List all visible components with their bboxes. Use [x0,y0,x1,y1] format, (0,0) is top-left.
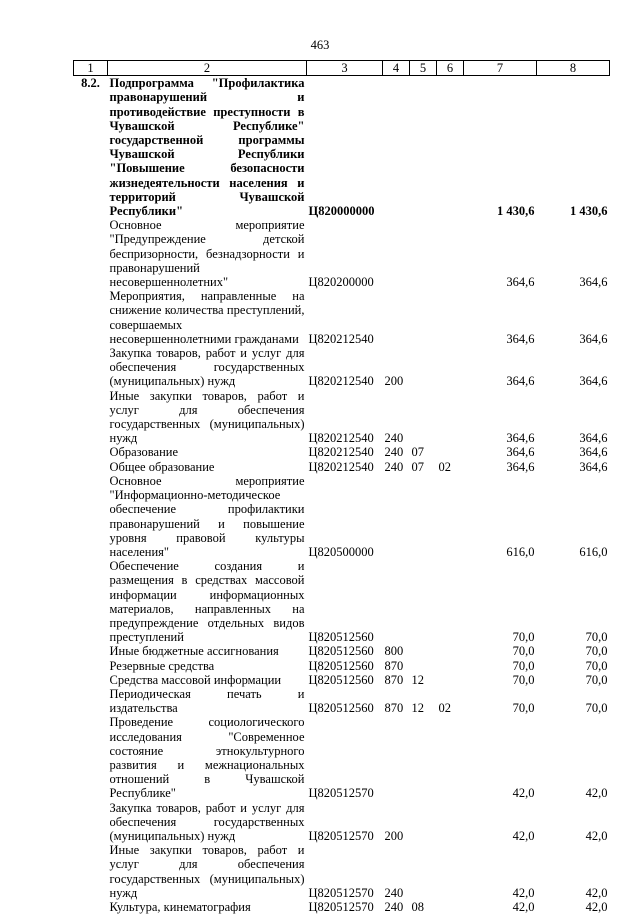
target-article-code: Ц820212540 [307,289,383,346]
item-name: Закупка товаров, работ и услуг для обеспечения государственных (муниципальных) нужд [108,346,307,389]
item-name: Культура, кинематография [108,900,307,914]
section-code [410,715,437,800]
amount-col-8: 70,0 [537,687,610,715]
amount-col-8: 364,6 [537,346,610,389]
amount-col-7: 1 430,6 [464,76,537,219]
section-code [410,76,437,219]
table-row [74,346,610,389]
item-name: Проведение социологического исследования "Современное состояние этнокультурного развития и межнациональных отношений в Чувашской Республике" [108,715,307,800]
amount-col-7: 70,0 [464,659,537,673]
table-row [74,715,610,800]
expense-type-code: 240 [383,460,410,474]
section-code: 08 [410,900,437,914]
expense-type-code: 870 [383,659,410,673]
amount-col-7: 364,6 [464,460,537,474]
section-code [410,659,437,673]
section-code: 07 [410,460,437,474]
section-code [410,474,437,559]
expense-type-code [383,559,410,644]
item-name: Закупка товаров, работ и услуг для обеспечения государственных (муниципальных) нужд [108,801,307,844]
target-article-code: Ц820512560 [307,644,383,658]
section-code [410,218,437,289]
amount-col-8: 364,6 [537,460,610,474]
table-row [74,76,610,219]
amount-col-8: 70,0 [537,659,610,673]
expense-type-code: 240 [383,389,410,446]
target-article-code: Ц820512570 [307,801,383,844]
amount-col-7: 70,0 [464,644,537,658]
subsection-code [437,445,464,459]
section-code: 12 [410,673,437,687]
expense-type-code [383,474,410,559]
amount-col-8: 42,0 [537,843,610,900]
target-article-code: Ц820512560 [307,659,383,673]
target-article-code: Ц820512560 [307,559,383,644]
table-row [74,559,610,644]
item-number: 8.2. [74,76,108,219]
item-number [74,559,108,644]
expense-type-code: 200 [383,801,410,844]
amount-col-7: 42,0 [464,843,537,900]
subsection-code [437,474,464,559]
amount-col-7: 364,6 [464,218,537,289]
amount-col-8: 70,0 [537,673,610,687]
amount-col-7: 364,6 [464,289,537,346]
subsection-code [437,644,464,658]
column-number: 1 [74,61,108,76]
amount-col-7: 364,6 [464,445,537,459]
item-number [74,346,108,389]
item-number [74,644,108,658]
item-number [74,389,108,446]
amount-col-7: 364,6 [464,346,537,389]
item-name: Мероприятия, направленные на снижение количества преступлений, совершаемых несовершеннолетними гражданами [108,289,307,346]
amount-col-7: 42,0 [464,801,537,844]
subsection-code [437,289,464,346]
subsection-code [437,673,464,687]
expense-type-code: 870 [383,687,410,715]
amount-col-8: 70,0 [537,559,610,644]
amount-col-8: 616,0 [537,474,610,559]
item-name: Иные закупки товаров, работ и услуг для обеспечения государственных (муниципальных) нужд [108,389,307,446]
amount-col-7: 364,6 [464,389,537,446]
target-article-code: Ц820512560 [307,687,383,715]
item-number [74,843,108,900]
column-number-row [74,61,610,76]
table-row [74,687,610,715]
expense-type-code [383,289,410,346]
column-number: 4 [383,61,410,76]
item-name: Иные бюджетные ассигнования [108,644,307,658]
column-number: 5 [410,61,437,76]
item-number [74,715,108,800]
target-article-code: Ц820212540 [307,460,383,474]
section-code: 07 [410,445,437,459]
item-number [74,474,108,559]
target-article-code: Ц820212540 [307,346,383,389]
table-row [74,644,610,658]
expense-type-code [383,218,410,289]
target-article-code: Ц820512560 [307,673,383,687]
item-name: Средства массовой информации [108,673,307,687]
target-article-code: Ц820512570 [307,843,383,900]
expense-type-code [383,715,410,800]
subsection-code [437,843,464,900]
item-name: Периодическая печать и издательства [108,687,307,715]
column-number: 7 [464,61,537,76]
table-row [74,474,610,559]
item-number [74,801,108,844]
table-body [74,61,610,914]
item-number [74,900,108,914]
column-number: 8 [537,61,610,76]
table-row [74,843,610,900]
amount-col-7: 42,0 [464,900,537,914]
subsection-code [437,389,464,446]
column-number: 2 [108,61,307,76]
expense-type-code: 800 [383,644,410,658]
item-name: Основное мероприятие "Информационно-методическое обеспечение профилактики правонарушений и повышение уровня правовой культуры населения" [108,474,307,559]
amount-col-7: 42,0 [464,715,537,800]
target-article-code: Ц820212540 [307,445,383,459]
section-code: 12 [410,687,437,715]
table-row [74,801,610,844]
subsection-code [437,659,464,673]
subsection-code: 02 [437,460,464,474]
target-article-code: Ц820500000 [307,474,383,559]
item-name: Образование [108,445,307,459]
table-row [74,445,610,459]
expense-type-code: 870 [383,673,410,687]
item-number [74,659,108,673]
table-row [74,289,610,346]
expense-type-code: 240 [383,843,410,900]
amount-col-7: 70,0 [464,673,537,687]
amount-col-8: 364,6 [537,445,610,459]
target-article-code: Ц820000000 [307,76,383,219]
item-number [74,289,108,346]
target-article-code: Ц820200000 [307,218,383,289]
expense-type-code [383,76,410,219]
amount-col-8: 1 430,6 [537,76,610,219]
expense-type-code: 240 [383,445,410,459]
amount-col-8: 364,6 [537,289,610,346]
item-name: Подпрограмма "Профилактика правонарушений и противодействие преступности в Чувашской Республике" государственной программы Чувашской Республики "Повышение безопасности жизнедеятельности населения и территорий Чувашской Республики" [108,76,307,219]
amount-col-8: 70,0 [537,644,610,658]
table-row [74,673,610,687]
subsection-code [437,559,464,644]
subsection-code: 02 [437,687,464,715]
item-number [74,218,108,289]
column-number: 6 [437,61,464,76]
expense-type-code: 200 [383,346,410,389]
item-name: Основное мероприятие "Предупреждение детской беспризорности, безнадзорности и правонарушений несовершеннолетних" [108,218,307,289]
subsection-code [437,346,464,389]
amount-col-8: 42,0 [537,801,610,844]
subsection-code [437,76,464,219]
item-number [74,687,108,715]
table-row [74,900,610,914]
table-row [74,460,610,474]
table-row [74,389,610,446]
item-name: Иные закупки товаров, работ и услуг для обеспечения государственных (муниципальных) нужд [108,843,307,900]
table-row [74,218,610,289]
section-code [410,559,437,644]
target-article-code: Ц820512570 [307,900,383,914]
item-number [74,445,108,459]
section-code [410,843,437,900]
amount-col-8: 42,0 [537,715,610,800]
subsection-code [437,715,464,800]
amount-col-8: 42,0 [537,900,610,914]
section-code [410,644,437,658]
item-name: Резервные средства [108,659,307,673]
item-number [74,460,108,474]
amount-col-7: 70,0 [464,687,537,715]
table-row [74,659,610,673]
target-article-code: Ц820212540 [307,389,383,446]
subsection-code [437,900,464,914]
section-code [410,289,437,346]
section-code [410,346,437,389]
item-name: Обеспечение создания и размещения в средствах массовой информации информационных материалов, направленных на предупреждение отдельных видов преступлений [108,559,307,644]
item-number [74,673,108,687]
section-code [410,801,437,844]
section-code [410,389,437,446]
subsection-code [437,801,464,844]
amount-col-7: 70,0 [464,559,537,644]
amount-col-8: 364,6 [537,218,610,289]
item-name: Общее образование [108,460,307,474]
amount-col-7: 616,0 [464,474,537,559]
column-number: 3 [307,61,383,76]
amount-col-8: 364,6 [537,389,610,446]
page-number: 463 [0,38,640,52]
expense-type-code: 240 [383,900,410,914]
target-article-code: Ц820512570 [307,715,383,800]
budget-table [73,60,610,914]
subsection-code [437,218,464,289]
